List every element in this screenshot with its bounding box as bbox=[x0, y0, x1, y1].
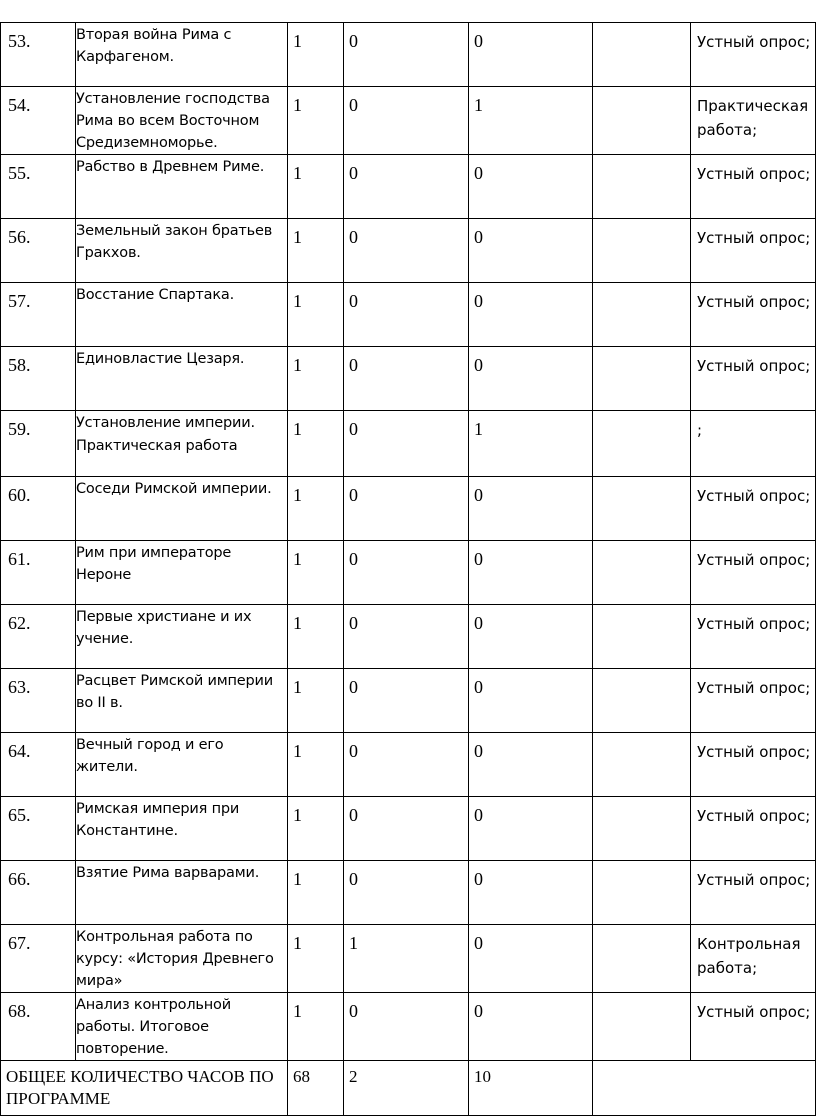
total-hours-cell bbox=[288, 541, 344, 605]
control-hours-text: 0 bbox=[349, 291, 358, 311]
lesson-number-cell bbox=[1, 541, 76, 605]
table-row bbox=[1, 733, 816, 797]
practical-hours-cell bbox=[469, 411, 593, 477]
total-hours-cell bbox=[288, 993, 344, 1061]
practical-hours-text: 0 bbox=[474, 355, 483, 375]
total-hours-cell bbox=[288, 861, 344, 925]
lesson-topic-cell bbox=[76, 861, 288, 925]
total-hours-text: 1 bbox=[293, 805, 302, 825]
control-hours-cell bbox=[344, 861, 469, 925]
control-form-text: Устный опрос; bbox=[697, 229, 811, 247]
control-hours-text: 0 bbox=[349, 31, 358, 51]
lesson-topic-cell bbox=[76, 347, 288, 411]
lesson-topic-note: Практическая работа bbox=[76, 438, 238, 454]
control-form-cell bbox=[691, 993, 816, 1061]
control-hours-text: 0 bbox=[349, 95, 358, 115]
date-cell bbox=[593, 87, 691, 155]
lesson-number-text: 62. bbox=[8, 613, 31, 633]
control-form-cell bbox=[691, 733, 816, 797]
control-form-cell bbox=[691, 861, 816, 925]
lesson-number-text: 68. bbox=[8, 1001, 31, 1021]
lesson-topic-text: Рим при императоре Нероне bbox=[76, 545, 232, 583]
lesson-topic-cell bbox=[76, 23, 288, 87]
practical-hours-text: 0 bbox=[474, 163, 483, 183]
control-form-cell bbox=[691, 669, 816, 733]
lesson-topic-text: Расцвет Римской империи во II в. bbox=[76, 673, 273, 711]
control-hours-cell bbox=[344, 605, 469, 669]
lesson-number-cell bbox=[1, 797, 76, 861]
practical-hours-cell bbox=[469, 669, 593, 733]
control-hours-text: 0 bbox=[349, 549, 358, 569]
control-form-cell bbox=[691, 605, 816, 669]
total-hours-cell bbox=[288, 925, 344, 993]
control-form-text: Устный опрос; bbox=[697, 679, 811, 697]
totals-practical-hours-cell bbox=[469, 1061, 593, 1116]
lesson-number-cell bbox=[1, 87, 76, 155]
lesson-number-cell bbox=[1, 347, 76, 411]
date-cell bbox=[593, 411, 691, 477]
totals-control-hours-cell bbox=[344, 1061, 469, 1116]
lesson-topic-text: Анализ контрольной работы. Итоговое повторение. bbox=[76, 997, 231, 1057]
control-form-cell bbox=[691, 541, 816, 605]
table-row bbox=[1, 477, 816, 541]
date-cell bbox=[593, 219, 691, 283]
lesson-topic-text: Рабство в Древнем Риме. bbox=[76, 159, 265, 175]
total-hours-cell bbox=[288, 23, 344, 87]
date-cell bbox=[593, 347, 691, 411]
practical-hours-text: 0 bbox=[474, 613, 483, 633]
lesson-number-text: 53. bbox=[8, 31, 31, 51]
control-hours-cell bbox=[344, 669, 469, 733]
lesson-plan-body bbox=[1, 23, 816, 1116]
date-text bbox=[593, 23, 690, 30]
lesson-topic-text: Римская империя при Константине. bbox=[76, 801, 240, 839]
control-form-text: Устный опрос; bbox=[697, 487, 811, 505]
lesson-number-cell bbox=[1, 411, 76, 477]
totals-row bbox=[1, 1061, 816, 1116]
control-hours-text: 0 bbox=[349, 355, 358, 375]
control-hours-text: 0 bbox=[349, 419, 358, 439]
control-hours-cell bbox=[344, 541, 469, 605]
practical-hours-cell bbox=[469, 87, 593, 155]
total-hours-text: 1 bbox=[293, 485, 302, 505]
total-hours-cell bbox=[288, 283, 344, 347]
date-text bbox=[593, 283, 690, 290]
table-row bbox=[1, 283, 816, 347]
total-hours-text: 1 bbox=[293, 741, 302, 761]
lesson-topic-text: Взятие Рима варварами. bbox=[76, 865, 260, 881]
total-hours-cell bbox=[288, 733, 344, 797]
total-hours-text: 1 bbox=[293, 549, 302, 569]
lesson-topic-cell bbox=[76, 993, 288, 1061]
totals-empty-cell bbox=[593, 1061, 816, 1116]
table-row bbox=[1, 411, 816, 477]
control-hours-text: 0 bbox=[349, 1001, 358, 1021]
control-hours-text: 1 bbox=[349, 933, 358, 953]
lesson-topic-cell bbox=[76, 669, 288, 733]
lesson-number-text: 56. bbox=[8, 227, 31, 247]
lesson-number-text: 55. bbox=[8, 163, 31, 183]
practical-hours-cell bbox=[469, 993, 593, 1061]
lesson-number-cell bbox=[1, 155, 76, 219]
control-hours-cell bbox=[344, 925, 469, 993]
table-row bbox=[1, 605, 816, 669]
date-cell bbox=[593, 733, 691, 797]
lesson-topic-text: Установление империи. bbox=[76, 415, 255, 431]
control-hours-cell bbox=[344, 733, 469, 797]
practical-hours-text: 1 bbox=[474, 419, 483, 439]
control-hours-text: 0 bbox=[349, 805, 358, 825]
date-text bbox=[593, 669, 690, 676]
total-hours-text: 1 bbox=[293, 613, 302, 633]
lesson-number-text: 64. bbox=[8, 741, 31, 761]
control-form-text: Устный опрос; bbox=[697, 33, 811, 51]
practical-hours-cell bbox=[469, 219, 593, 283]
lesson-number-text: 60. bbox=[8, 485, 31, 505]
control-hours-cell bbox=[344, 23, 469, 87]
control-form-cell bbox=[691, 797, 816, 861]
lesson-number-cell bbox=[1, 477, 76, 541]
total-hours-text: 1 bbox=[293, 933, 302, 953]
control-hours-cell bbox=[344, 87, 469, 155]
control-form-text: ; bbox=[697, 421, 703, 439]
date-text bbox=[593, 155, 690, 162]
total-hours-cell bbox=[288, 219, 344, 283]
date-text bbox=[593, 733, 690, 740]
table-row bbox=[1, 87, 816, 155]
lesson-number-text: 65. bbox=[8, 805, 31, 825]
lesson-topic-text: Первые христиане и их учение. bbox=[76, 609, 252, 647]
lesson-topic-cell bbox=[76, 925, 288, 993]
control-hours-cell bbox=[344, 411, 469, 477]
lesson-number-text: 54. bbox=[8, 95, 31, 115]
control-form-text: Устный опрос; bbox=[697, 357, 811, 375]
practical-hours-cell bbox=[469, 155, 593, 219]
totals-total-hours: 68 bbox=[293, 1067, 310, 1086]
date-cell bbox=[593, 993, 691, 1061]
practical-hours-text: 0 bbox=[474, 485, 483, 505]
practical-hours-text: 0 bbox=[474, 869, 483, 889]
total-hours-text: 1 bbox=[293, 1001, 302, 1021]
table-row bbox=[1, 219, 816, 283]
total-hours-text: 1 bbox=[293, 95, 302, 115]
practical-hours-cell bbox=[469, 733, 593, 797]
date-text bbox=[593, 925, 690, 932]
lesson-number-cell bbox=[1, 23, 76, 87]
date-cell bbox=[593, 925, 691, 993]
lesson-number-text: 59. bbox=[8, 419, 31, 439]
control-hours-cell bbox=[344, 993, 469, 1061]
practical-hours-cell bbox=[469, 23, 593, 87]
control-hours-text: 0 bbox=[349, 677, 358, 697]
table-row bbox=[1, 155, 816, 219]
practical-hours-text: 0 bbox=[474, 31, 483, 51]
date-text bbox=[593, 347, 690, 354]
control-form-text: Устный опрос; bbox=[697, 165, 811, 183]
lesson-topic-cell bbox=[76, 87, 288, 155]
table-row bbox=[1, 669, 816, 733]
control-form-cell bbox=[691, 347, 816, 411]
control-hours-text: 0 bbox=[349, 485, 358, 505]
control-form-text: Устный опрос; bbox=[697, 807, 811, 825]
control-hours-cell bbox=[344, 797, 469, 861]
total-hours-cell bbox=[288, 797, 344, 861]
practical-hours-cell bbox=[469, 861, 593, 925]
total-hours-cell bbox=[288, 669, 344, 733]
control-hours-cell bbox=[344, 283, 469, 347]
control-hours-cell bbox=[344, 477, 469, 541]
practical-hours-text: 0 bbox=[474, 805, 483, 825]
total-hours-text: 1 bbox=[293, 677, 302, 697]
practical-hours-text: 0 bbox=[474, 933, 483, 953]
lesson-number-text: 67. bbox=[8, 933, 31, 953]
totals-label-cell bbox=[1, 1061, 288, 1116]
practical-hours-cell bbox=[469, 347, 593, 411]
totals-label: ОБЩЕЕ КОЛИЧЕСТВО ЧАСОВ ПО ПРОГРАММЕ bbox=[6, 1067, 274, 1108]
practical-hours-cell bbox=[469, 477, 593, 541]
control-form-cell bbox=[691, 283, 816, 347]
lesson-plan-table bbox=[0, 22, 816, 1116]
date-cell bbox=[593, 23, 691, 87]
lesson-number-cell bbox=[1, 733, 76, 797]
lesson-number-text: 57. bbox=[8, 291, 31, 311]
lesson-topic-cell bbox=[76, 541, 288, 605]
date-cell bbox=[593, 797, 691, 861]
lesson-topic-cell bbox=[76, 219, 288, 283]
date-cell bbox=[593, 155, 691, 219]
total-hours-text: 1 bbox=[293, 31, 302, 51]
total-hours-text: 1 bbox=[293, 869, 302, 889]
practical-hours-text: 0 bbox=[474, 677, 483, 697]
date-text bbox=[593, 993, 690, 1000]
date-cell bbox=[593, 605, 691, 669]
total-hours-cell bbox=[288, 347, 344, 411]
lesson-number-cell bbox=[1, 283, 76, 347]
lesson-number-cell bbox=[1, 605, 76, 669]
practical-hours-cell bbox=[469, 541, 593, 605]
totals-practical-hours: 10 bbox=[474, 1067, 491, 1086]
date-cell bbox=[593, 477, 691, 541]
total-hours-text: 1 bbox=[293, 355, 302, 375]
date-text bbox=[593, 477, 690, 484]
practical-hours-cell bbox=[469, 925, 593, 993]
control-hours-text: 0 bbox=[349, 741, 358, 761]
date-cell bbox=[593, 861, 691, 925]
control-form-text: Устный опрос; bbox=[697, 293, 811, 311]
practical-hours-text: 0 bbox=[474, 1001, 483, 1021]
practical-hours-text: 0 bbox=[474, 227, 483, 247]
practical-hours-cell bbox=[469, 605, 593, 669]
lesson-topic-cell bbox=[76, 283, 288, 347]
practical-hours-text: 0 bbox=[474, 549, 483, 569]
total-hours-text: 1 bbox=[293, 163, 302, 183]
lesson-number-cell bbox=[1, 925, 76, 993]
practical-hours-cell bbox=[469, 283, 593, 347]
table-row bbox=[1, 925, 816, 993]
total-hours-cell bbox=[288, 477, 344, 541]
control-form-text: Устный опрос; bbox=[697, 1003, 811, 1021]
lesson-topic-cell bbox=[76, 155, 288, 219]
date-cell bbox=[593, 669, 691, 733]
total-hours-cell bbox=[288, 155, 344, 219]
lesson-topic-text: Единовластие Цезаря. bbox=[76, 351, 245, 367]
control-form-cell bbox=[691, 155, 816, 219]
lesson-number-text: 61. bbox=[8, 549, 31, 569]
table-row bbox=[1, 797, 816, 861]
control-hours-cell bbox=[344, 219, 469, 283]
control-form-cell bbox=[691, 23, 816, 87]
total-hours-text: 1 bbox=[293, 227, 302, 247]
table-row bbox=[1, 347, 816, 411]
control-form-text: Устный опрос; bbox=[697, 871, 811, 889]
lesson-number-text: 63. bbox=[8, 677, 31, 697]
totals-control-hours: 2 bbox=[349, 1067, 358, 1086]
date-text bbox=[593, 605, 690, 612]
control-form-text: Практическая работа; bbox=[697, 97, 809, 139]
control-hours-cell bbox=[344, 347, 469, 411]
lesson-number-cell bbox=[1, 861, 76, 925]
control-form-text: Устный опрос; bbox=[697, 551, 811, 569]
practical-hours-text: 0 bbox=[474, 291, 483, 311]
lesson-topic-text: Соседи Римской империи. bbox=[76, 481, 272, 497]
control-hours-text: 0 bbox=[349, 869, 358, 889]
date-text bbox=[593, 87, 690, 94]
date-text bbox=[593, 797, 690, 804]
control-form-text: Устный опрос; bbox=[697, 615, 811, 633]
control-form-text: Контрольная работа; bbox=[697, 935, 801, 977]
lesson-topic-cell bbox=[76, 477, 288, 541]
practical-hours-cell bbox=[469, 797, 593, 861]
lesson-topic-text: Земельный закон братьев Гракхов. bbox=[76, 223, 273, 261]
table-row bbox=[1, 993, 816, 1061]
lesson-topic-cell bbox=[76, 733, 288, 797]
control-form-cell bbox=[691, 477, 816, 541]
table-row bbox=[1, 23, 816, 87]
control-form-cell bbox=[691, 925, 816, 993]
date-text bbox=[593, 219, 690, 226]
practical-hours-text: 0 bbox=[474, 741, 483, 761]
lesson-topic-text: Восстание Спартака. bbox=[76, 287, 235, 303]
lesson-topic-text: Вторая война Рима с Карфагеном. bbox=[76, 27, 232, 65]
control-hours-text: 0 bbox=[349, 613, 358, 633]
date-cell bbox=[593, 283, 691, 347]
date-text bbox=[593, 861, 690, 868]
lesson-topic-text: Установление господства Рима во всем Восточном Средиземноморье. bbox=[76, 91, 270, 151]
control-form-cell bbox=[691, 411, 816, 477]
lesson-number-cell bbox=[1, 219, 76, 283]
date-cell bbox=[593, 541, 691, 605]
control-hours-cell bbox=[344, 155, 469, 219]
total-hours-text: 1 bbox=[293, 291, 302, 311]
table-row bbox=[1, 861, 816, 925]
date-text bbox=[593, 411, 690, 418]
control-form-text: Устный опрос; bbox=[697, 743, 811, 761]
control-hours-text: 0 bbox=[349, 227, 358, 247]
table-row bbox=[1, 541, 816, 605]
lesson-number-cell bbox=[1, 993, 76, 1061]
practical-hours-text: 1 bbox=[474, 95, 483, 115]
control-form-cell bbox=[691, 87, 816, 155]
lesson-topic-cell bbox=[76, 411, 288, 477]
control-hours-text: 0 bbox=[349, 163, 358, 183]
control-form-cell bbox=[691, 219, 816, 283]
lesson-number-text: 66. bbox=[8, 869, 31, 889]
lesson-number-text: 58. bbox=[8, 355, 31, 375]
lesson-topic-cell bbox=[76, 605, 288, 669]
totals-total-hours-cell bbox=[288, 1061, 344, 1116]
total-hours-cell bbox=[288, 605, 344, 669]
lesson-topic-text: Контрольная работа по курсу: «История Древнего мира» bbox=[76, 929, 274, 989]
lesson-topic-text: Вечный город и его жители. bbox=[76, 737, 224, 775]
lesson-number-cell bbox=[1, 669, 76, 733]
lesson-topic-cell bbox=[76, 797, 288, 861]
total-hours-cell bbox=[288, 411, 344, 477]
date-text bbox=[593, 541, 690, 548]
total-hours-text: 1 bbox=[293, 419, 302, 439]
total-hours-cell bbox=[288, 87, 344, 155]
